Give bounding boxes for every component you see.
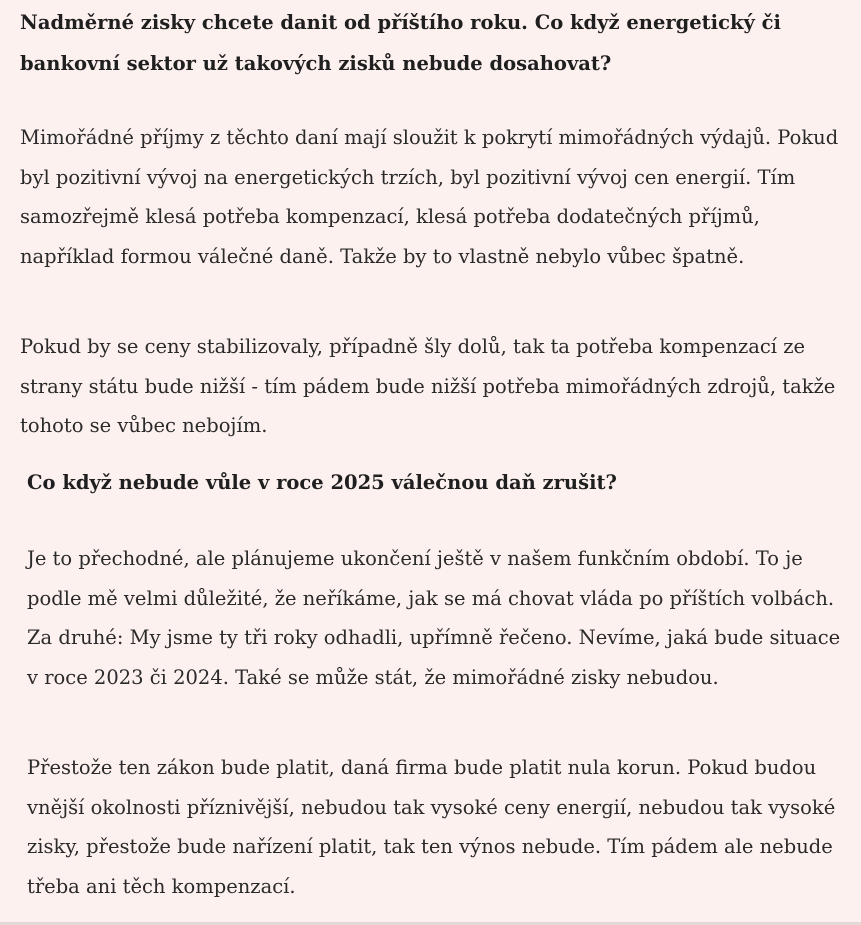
answer-paragraph-2-2: Přestože ten zákon bude platit, daná firma bude platit nula korun. Pokud budou vnější okolnosti příznivější, nebudou tak vysoké ceny energií, nebudou tak vysoké zisky, přestože bude nařízení platit, tak ten výnos nebude. Tím pádem ale nebude třeba ani těch kompenzací.	[27, 756, 836, 898]
question-heading-2: Co když nebude vůle v roce 2025 válečnou daň zrušit?	[27, 471, 617, 494]
answer-paragraph-1-2: Pokud by se ceny stabilizovaly, případně šly dolů, tak ta potřeba kompenzací ze strany státu bude nižší - tím pádem bude nižší potřeba mimořádných zdrojů, takže tohoto se vůbec nebojím.	[20, 335, 836, 437]
question-heading-1: Nadměrné zisky chcete danit od příštího roku. Co když energetický či bankovní sektor už takových zisků nebude dosahovat?	[20, 11, 781, 75]
answer-paragraph-2-1: Je to přechodné, ale plánujeme ukončení ještě v našem funkčním období. To je podle mě velmi důležité, že neříkáme, jak se má chovat vláda po příštích volbách. Za druhé: My jsme ty tři roky odhadli, upřímně řečeno. Nevíme, jaká bude situace v roce 2023 či 2024. Také se může stát, že mimořádné zisky nebudou.	[27, 547, 841, 689]
answer-paragraph-1-1: Mimořádné příjmy z těchto daní mají sloužit k pokrytí mimořádných výdajů. Pokud byl pozitivní vývoj na energetických trzích, byl pozitivní vývoj cen energií. Tím samozřejmě klesá potřeba kompenzací, klesá potřeba dodatečných příjmů, například formou válečné daně. Takže by to vlastně nebylo vůbec špatně.	[20, 126, 839, 268]
